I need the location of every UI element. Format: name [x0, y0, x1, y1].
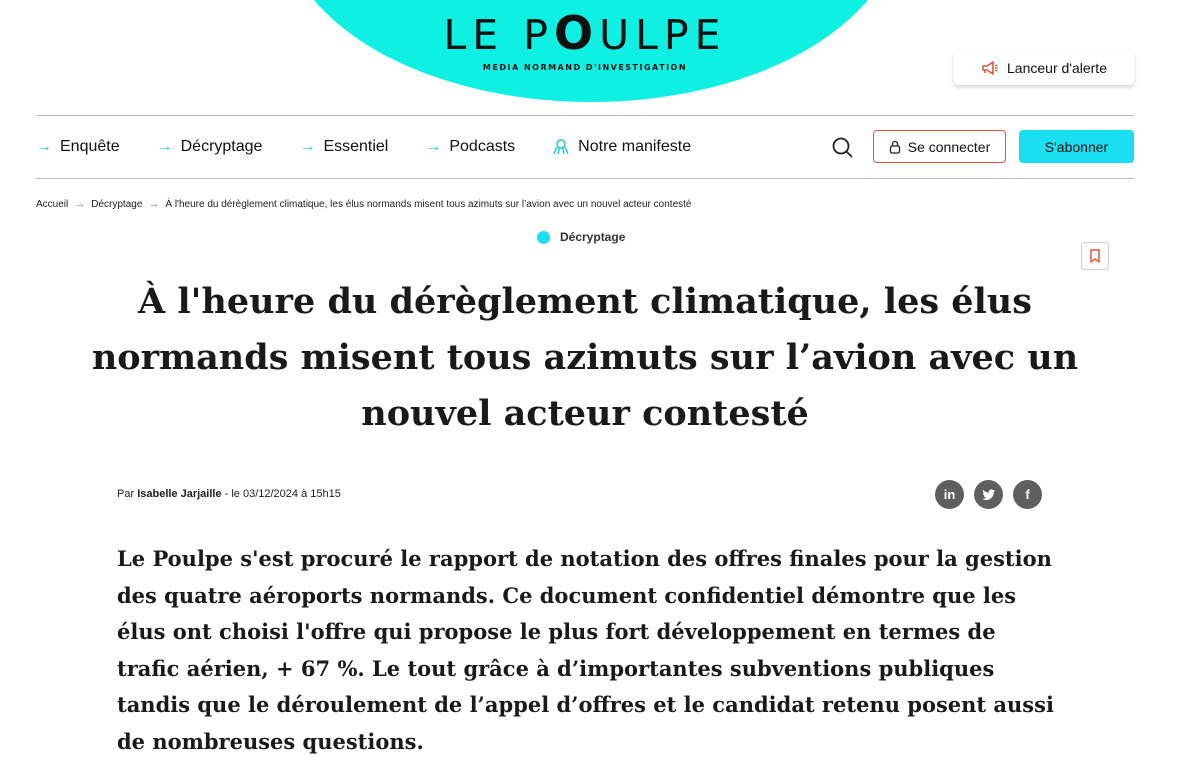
site-tagline: MEDIA NORMAND D'INVESTIGATION [482, 63, 688, 72]
logo-suffix: ULPE [599, 11, 727, 59]
whistleblower-label: Lanceur d'alerte [1007, 60, 1107, 76]
nav-item-label: Enquête [60, 138, 120, 155]
breadcrumb-item-current: À l'heure du dérèglement climatique, les élus normands misent tous azimuts sur l’avion avec un nouvel acteur contesté [165, 198, 692, 210]
nav-item-label: Essentiel [323, 138, 389, 155]
nav-item-label: Décryptage [180, 138, 263, 155]
login-label: Se connecter [907, 138, 991, 155]
arrow-right-icon: → [299, 138, 316, 155]
category-dot [537, 231, 550, 244]
logo-prefix: LE P [443, 11, 554, 59]
bookmark-icon [1089, 249, 1101, 263]
nav-bottom-divider [36, 178, 1134, 179]
byline-prefix: Par [117, 488, 135, 500]
arrow-right-icon: → [148, 198, 160, 210]
lock-icon [889, 140, 901, 154]
arrow-right-icon: → [36, 138, 52, 155]
logo-o: O [553, 6, 600, 60]
linkedin-icon[interactable] [935, 480, 964, 509]
article-lead: Le Poulpe s'est procuré le rapport de notation des offres finales pour la gestion des quatre aéroports normands. Ce document confidentiel démontre que les élus ont choisi l'offre qui propose le plus fort développement en termes de trafic aérien, + 67 %. Le tout grâce à d’importantes subventions publiques tandis que le déroulement de l’appel d’offres et le candidat retenu posent aussi de nombreuses questions. [117, 546, 1054, 754]
nav-item-label: Podcasts [449, 138, 516, 155]
facebook-glyph: f [1025, 487, 1030, 502]
arrow-right-icon: → [156, 138, 173, 155]
arrow-right-icon: → [425, 138, 442, 155]
octopus-icon [552, 138, 570, 156]
share-buttons [935, 480, 1042, 509]
linkedin-glyph: in [943, 487, 956, 502]
breadcrumb-item-home[interactable]: Accueil [36, 198, 69, 210]
nav-item-label: Notre manifeste [578, 138, 692, 155]
article-title: À l'heure du dérèglement climatique, les élus normands misent tous azimuts sur l’avion avec un nouvel acteur contesté [91, 281, 1079, 434]
byline [117, 488, 341, 500]
nav-item-enquete[interactable] [36, 138, 120, 156]
arrow-right-icon: → [74, 198, 86, 210]
nav-item-manifeste[interactable] [552, 138, 691, 156]
breadcrumb [36, 198, 691, 210]
facebook-icon[interactable] [1013, 480, 1042, 509]
nav-item-podcasts[interactable] [425, 138, 515, 156]
nav-item-essentiel[interactable] [299, 138, 388, 156]
bookmark-button[interactable] [1081, 242, 1109, 270]
category-label: Décryptage [560, 230, 626, 244]
nav-item-decryptage[interactable] [157, 138, 263, 156]
whistleblower-button[interactable] [954, 51, 1134, 85]
article-category[interactable] [537, 230, 625, 244]
author-name[interactable]: Isabelle Jarjaille [137, 488, 222, 500]
nav-top-divider [36, 115, 1134, 116]
subscribe-label: S'abonner [1044, 138, 1109, 155]
search-icon[interactable] [831, 136, 855, 160]
login-button[interactable] [873, 130, 1006, 163]
subscribe-button[interactable] [1019, 130, 1134, 163]
twitter-icon[interactable] [974, 480, 1003, 509]
twitter-bird-glyph [982, 489, 996, 501]
breadcrumb-item-category[interactable]: Décryptage [91, 198, 143, 210]
publish-date: - le 03/12/2024 à 15h15 [221, 488, 341, 500]
main-nav [36, 130, 728, 164]
megaphone-icon [981, 60, 999, 76]
